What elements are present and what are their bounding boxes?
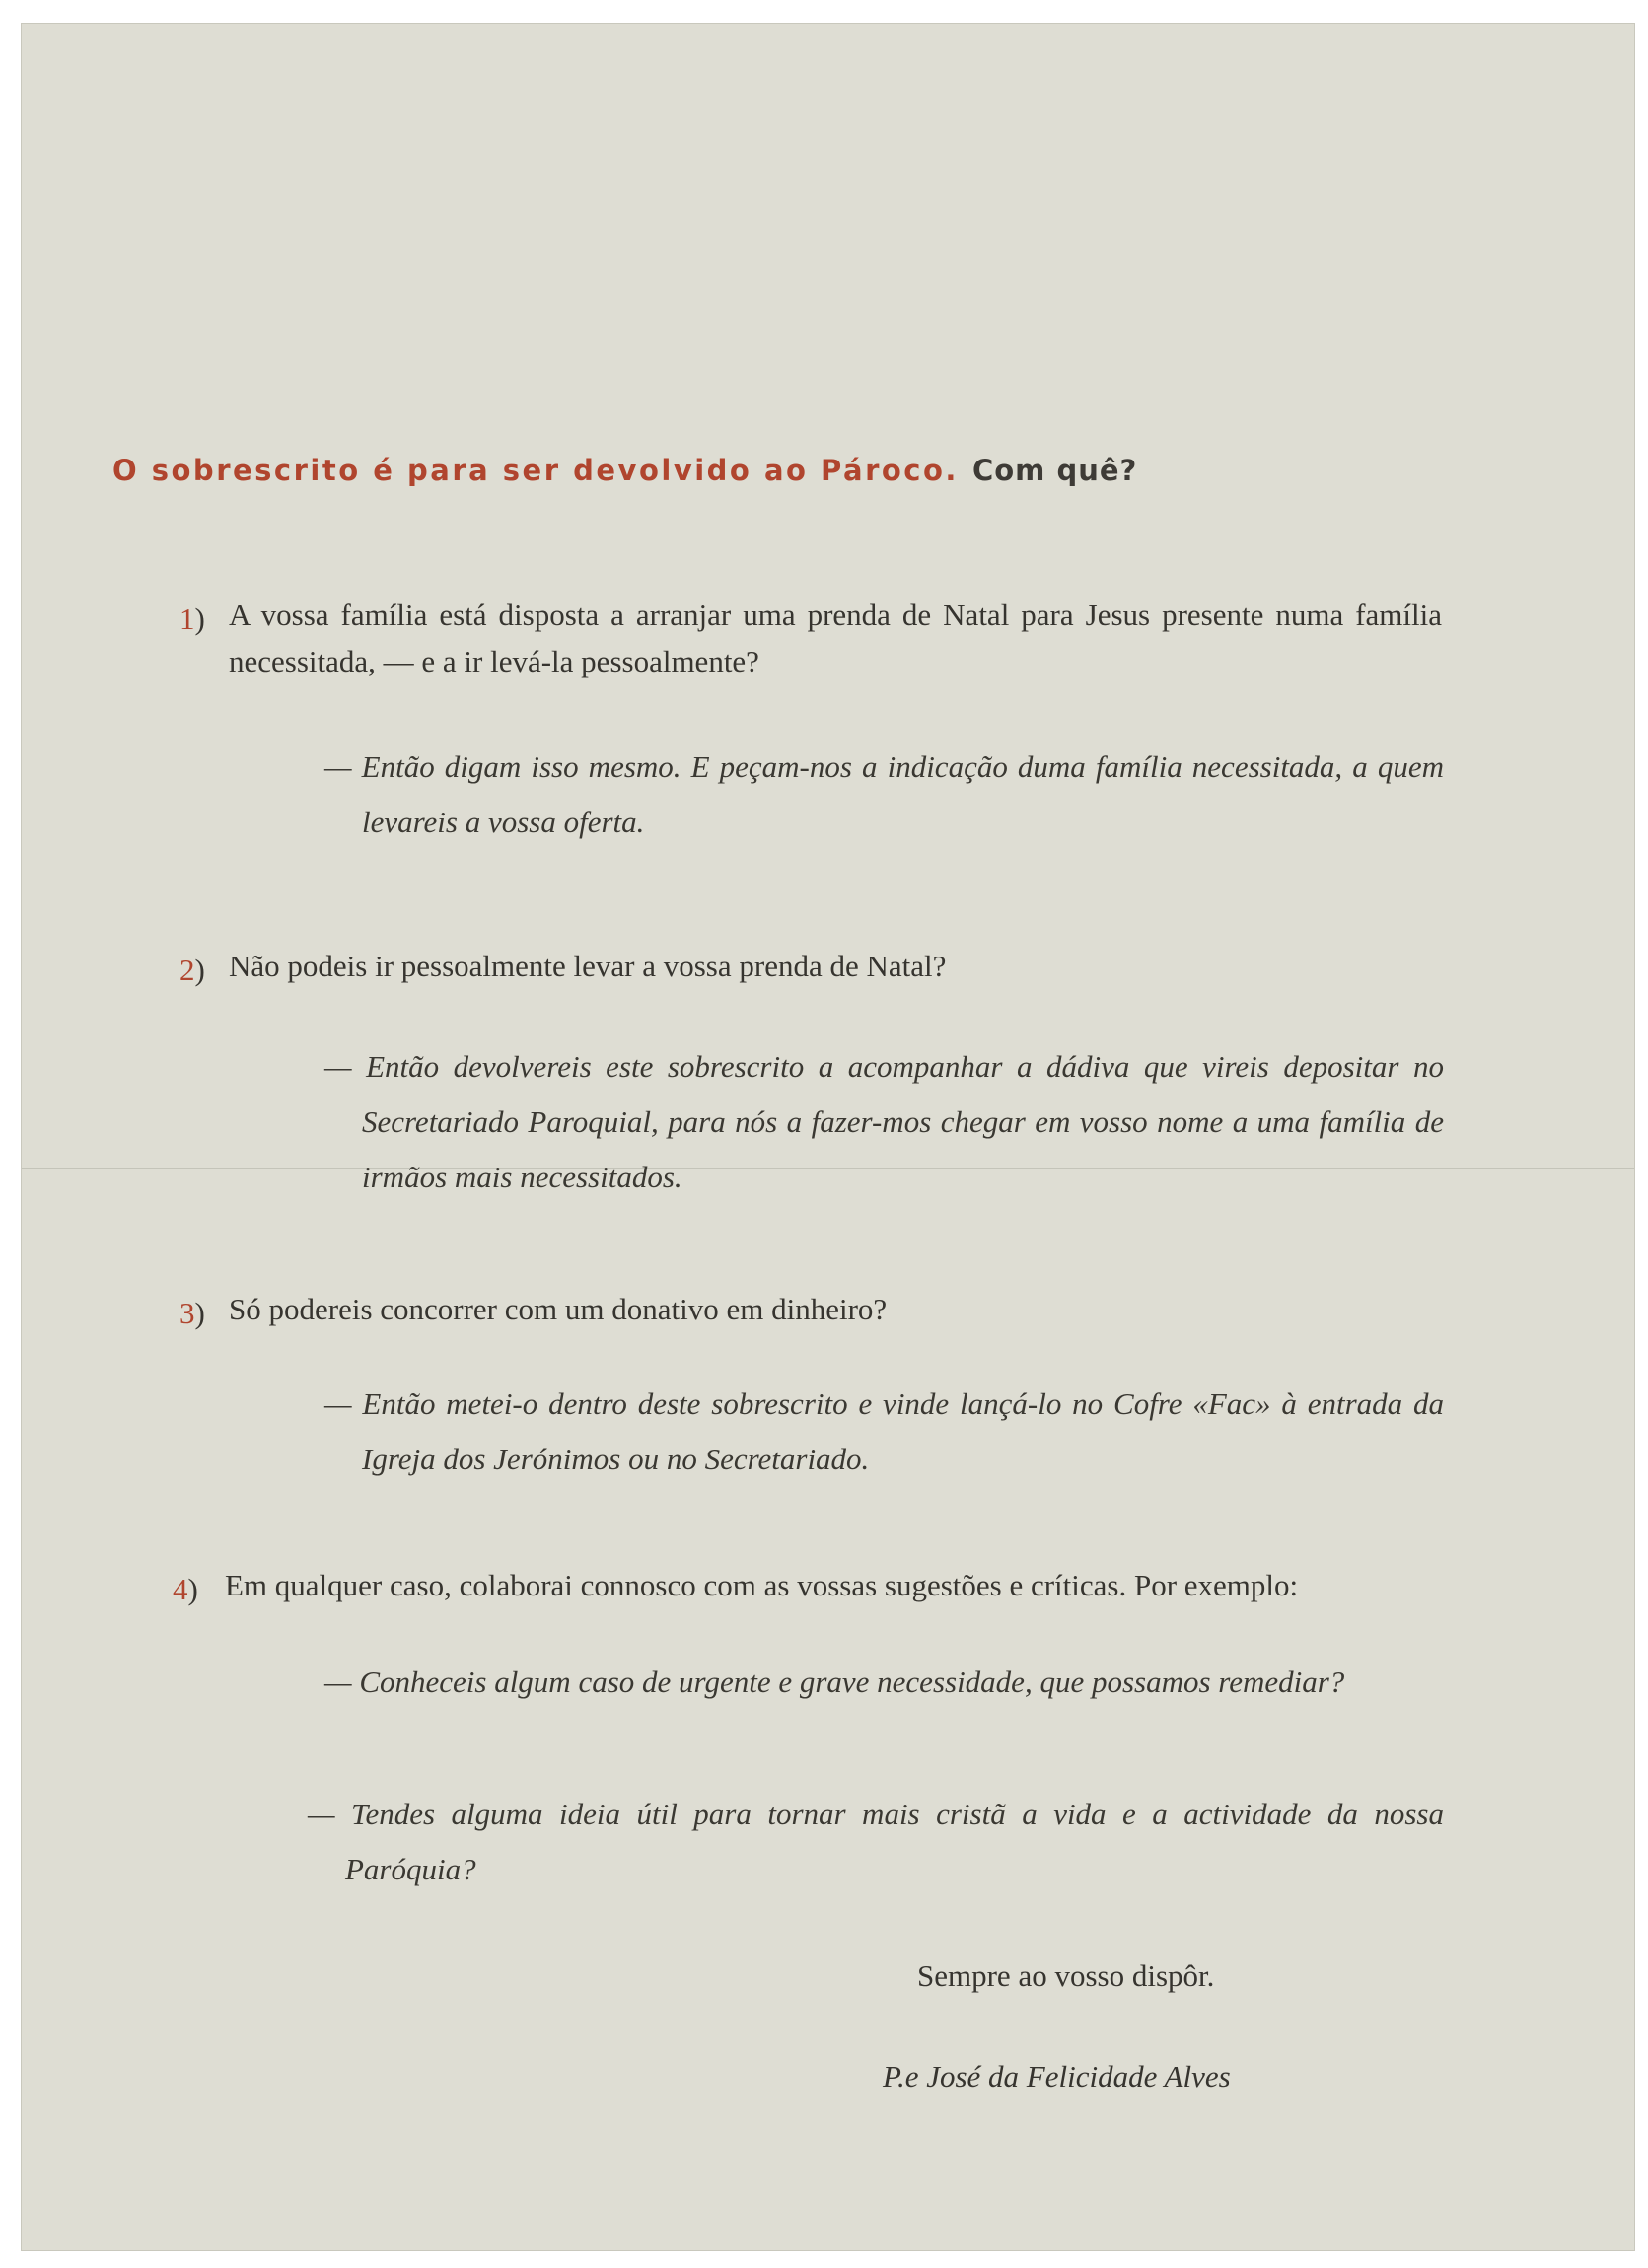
item-question-1: A vossa família está disposta a arranjar uma prenda de Natal para Jesus presente numa família necessitada, — e a ir levá-la pessoalmente? bbox=[229, 598, 1442, 678]
item-number-1: 1) bbox=[179, 602, 205, 636]
letter-closing: Sempre ao vosso dispôr. bbox=[917, 1958, 1215, 1993]
item-number-2: 2) bbox=[179, 953, 205, 987]
item-number-3: 3) bbox=[179, 1296, 205, 1330]
item-question-2: Não podeis ir pessoalmente levar a vossa prenda de Natal? bbox=[229, 949, 947, 983]
item-answer-1: — Então digam isso mesmo. E peçam-nos a indicação duma família necessitada, a quem levareis a vossa oferta. bbox=[324, 749, 1444, 839]
item-answer-4a: — Conheceis algum caso de urgente e grave necessidade, que possamos remediar? bbox=[324, 1665, 1345, 1699]
letter-signature: P.e José da Felicidade Alves bbox=[883, 2059, 1231, 2093]
heading-question: Com quê? bbox=[971, 454, 1138, 487]
item-question-3: Só podereis concorrer com um donativo em dinheiro? bbox=[229, 1292, 888, 1326]
item-answer-2: — Então devolvereis este sobrescrito a acompanhar a dádiva que vireis depositar no Secretariado Paroquial, para nós a fazer-mos chegar em vosso nome a uma família de irmãos mais necessitados. bbox=[324, 1049, 1444, 1194]
item-number-4: 4) bbox=[173, 1572, 198, 1606]
item-answer-3: — Então metei-o dentro deste sobrescrito e vinde lançá-lo no Cofre «Fac» à entrada da Igreja dos Jerónimos ou no Secretariado. bbox=[324, 1386, 1444, 1476]
item-answer-4b: — Tendes alguma ideia útil para tornar mais cristã a vida e a actividade da nossa Paróquia? bbox=[308, 1797, 1444, 1886]
item-question-4: Em qualquer caso, colaborai connosco com as vossas sugestões e críticas. Por exemplo: bbox=[225, 1568, 1299, 1602]
heading-main: O sobrescrito é para ser devolvido ao Pároco. bbox=[112, 454, 959, 487]
letter-heading bbox=[112, 454, 1137, 487]
letter-sheet bbox=[22, 24, 1634, 2250]
